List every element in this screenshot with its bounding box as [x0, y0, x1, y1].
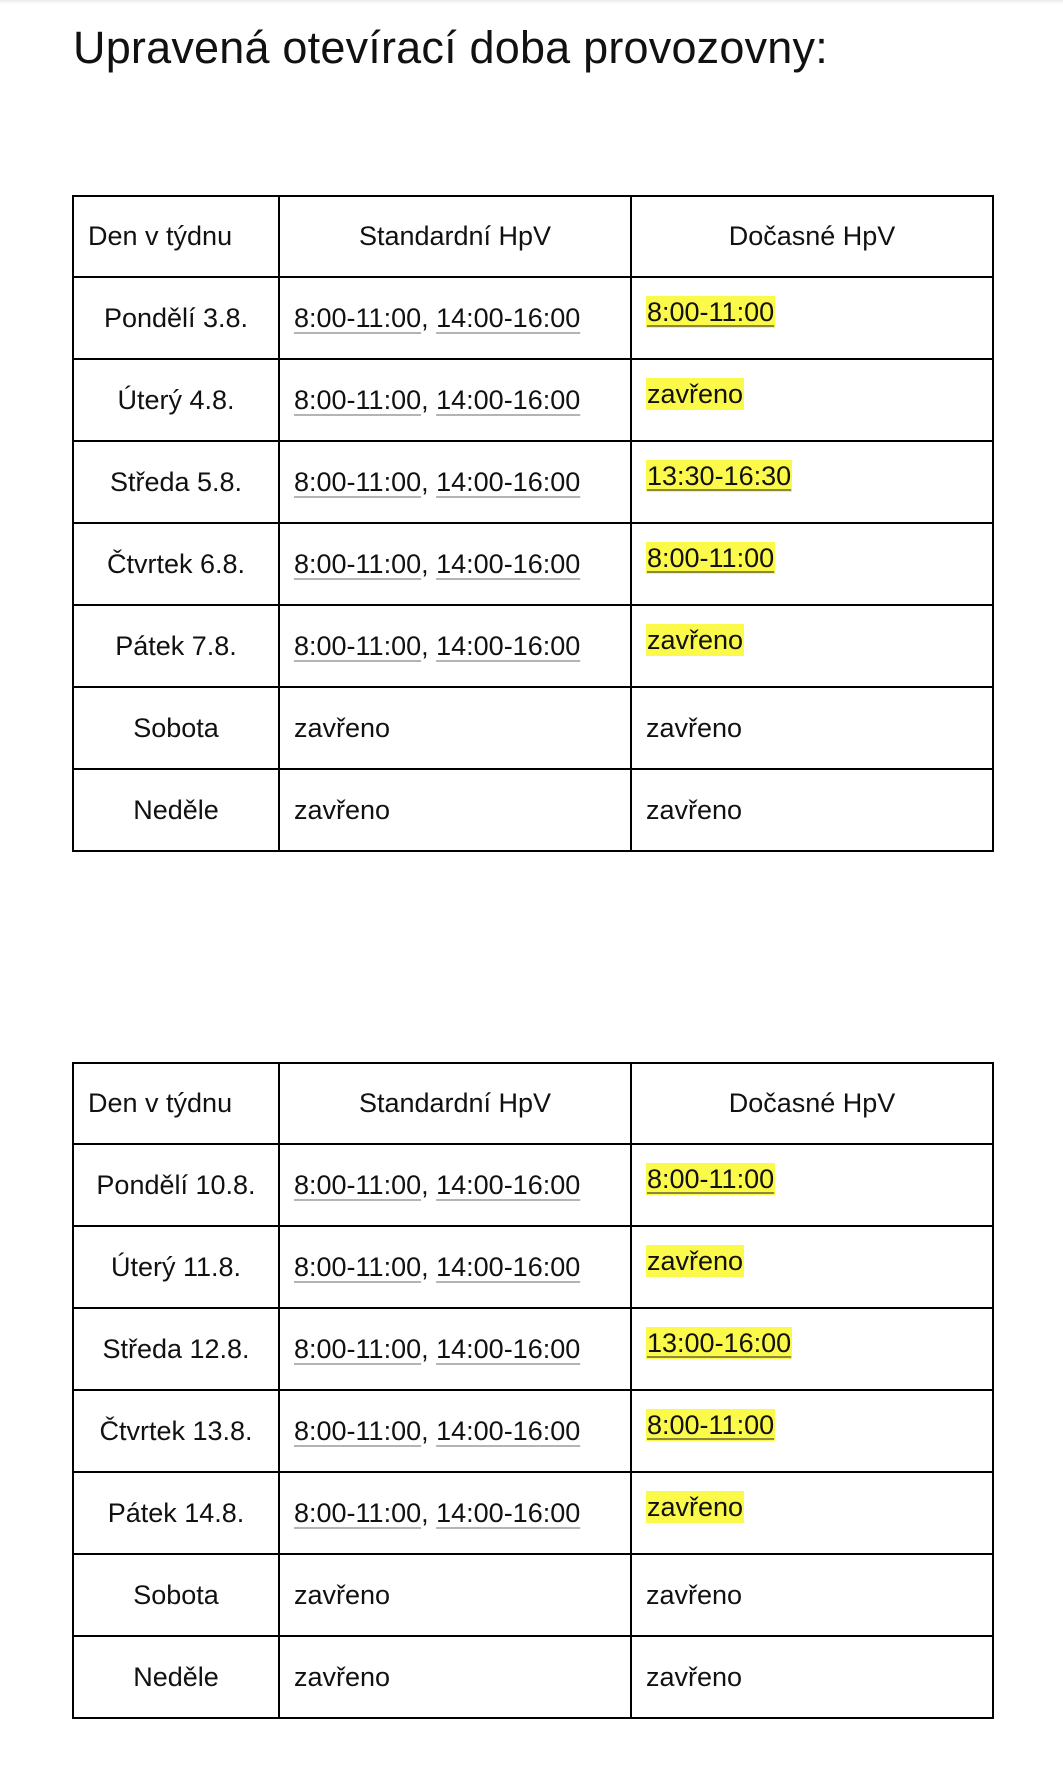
temporary-hours-cell [631, 1308, 993, 1390]
temporary-hours-text: zavřeno [646, 1661, 743, 1692]
day-cell: Pondělí 10.8. [73, 1144, 279, 1226]
highlighted-temporary-hours: zavřeno [647, 1491, 744, 1522]
highlighted-temporary-hours[interactable]: 8:00-11:00 [647, 1409, 775, 1440]
table-body [73, 1144, 993, 1718]
standard-hours-cell [279, 1144, 631, 1226]
opening-hours-table-week-1 [72, 195, 994, 852]
standard-hours-cell [279, 523, 631, 605]
table-row [73, 1554, 993, 1636]
highlighted-temporary-hours: zavřeno [647, 378, 744, 409]
temporary-hours-cell [631, 687, 993, 769]
highlighted-temporary-hours[interactable]: 8:00-11:00 [647, 1163, 775, 1194]
top-edge-shadow [0, 0, 1063, 4]
temporary-hours-cell [631, 441, 993, 523]
standard-hours-cell [279, 1308, 631, 1390]
morning-hours-link[interactable]: 8:00-11:00 [294, 466, 422, 497]
highlighted-temporary-hours[interactable]: 13:00-16:00 [647, 1327, 792, 1358]
hours-separator: , [421, 1251, 437, 1282]
day-cell: Neděle [73, 1636, 279, 1718]
standard-hours-cell [279, 359, 631, 441]
afternoon-hours-link[interactable]: 14:00-16:00 [436, 630, 581, 661]
temporary-hours-cell [631, 769, 993, 851]
temporary-hours-cell [631, 1144, 993, 1226]
standard-hours-cell [279, 1636, 631, 1718]
table-row [73, 359, 993, 441]
afternoon-hours-link[interactable]: 14:00-16:00 [436, 384, 581, 415]
standard-hours-cell [279, 1472, 631, 1554]
highlighted-temporary-hours[interactable]: 13:30-16:30 [647, 460, 792, 491]
table-row [73, 1390, 993, 1472]
highlighted-temporary-hours: zavřeno [647, 1245, 744, 1276]
table-row [73, 605, 993, 687]
temporary-hours-text: zavřeno [646, 712, 743, 743]
hours-separator: , [421, 466, 437, 497]
header-standard-hours: Standardní HpV [279, 1063, 631, 1144]
standard-hours-text: zavřeno [294, 1579, 391, 1610]
table-row [73, 1144, 993, 1226]
standard-hours-cell [279, 605, 631, 687]
standard-hours-cell [279, 1554, 631, 1636]
temporary-hours-cell [631, 523, 993, 605]
standard-hours-cell [279, 441, 631, 523]
hours-separator: , [421, 1497, 437, 1528]
table-row [73, 441, 993, 523]
table-row [73, 1472, 993, 1554]
highlighted-temporary-hours[interactable]: 8:00-11:00 [647, 542, 775, 573]
hours-separator: , [421, 384, 437, 415]
day-cell: Pátek 14.8. [73, 1472, 279, 1554]
day-cell: Úterý 11.8. [73, 1226, 279, 1308]
page-title: Upravená otevírací doba provozovny: [73, 22, 828, 73]
temporary-hours-text: zavřeno [646, 794, 743, 825]
morning-hours-link[interactable]: 8:00-11:00 [294, 630, 422, 661]
temporary-hours-text: zavřeno [646, 1579, 743, 1610]
day-cell: Středa 5.8. [73, 441, 279, 523]
day-cell: Čtvrtek 6.8. [73, 523, 279, 605]
hours-separator: , [421, 302, 437, 333]
header-day: Den v týdnu [73, 196, 279, 277]
table-row [73, 687, 993, 769]
temporary-hours-cell [631, 605, 993, 687]
afternoon-hours-link[interactable]: 14:00-16:00 [436, 548, 581, 579]
highlighted-temporary-hours[interactable]: 8:00-11:00 [647, 296, 775, 327]
standard-hours-text: zavřeno [294, 1661, 391, 1692]
table-row [73, 523, 993, 605]
hours-separator: , [421, 1169, 437, 1200]
day-cell: Pondělí 3.8. [73, 277, 279, 359]
afternoon-hours-link[interactable]: 14:00-16:00 [436, 1251, 581, 1282]
afternoon-hours-link[interactable]: 14:00-16:00 [436, 302, 581, 333]
afternoon-hours-link[interactable]: 14:00-16:00 [436, 466, 581, 497]
day-cell: Neděle [73, 769, 279, 851]
standard-hours-cell [279, 1390, 631, 1472]
header-temporary-hours: Dočasné HpV [631, 1063, 993, 1144]
afternoon-hours-link[interactable]: 14:00-16:00 [436, 1169, 581, 1200]
table-body [73, 277, 993, 851]
hours-separator: , [421, 1333, 437, 1364]
table-row [73, 1226, 993, 1308]
day-cell: Sobota [73, 687, 279, 769]
standard-hours-text: zavřeno [294, 712, 391, 743]
table-row [73, 769, 993, 851]
morning-hours-link[interactable]: 8:00-11:00 [294, 1415, 422, 1446]
table-row [73, 1308, 993, 1390]
day-cell: Úterý 4.8. [73, 359, 279, 441]
table-row [73, 1636, 993, 1718]
table-header-row [73, 1063, 993, 1144]
highlighted-temporary-hours: zavřeno [647, 624, 744, 655]
morning-hours-link[interactable]: 8:00-11:00 [294, 1333, 422, 1364]
morning-hours-link[interactable]: 8:00-11:00 [294, 302, 422, 333]
temporary-hours-cell [631, 1554, 993, 1636]
morning-hours-link[interactable]: 8:00-11:00 [294, 548, 422, 579]
header-day: Den v týdnu [73, 1063, 279, 1144]
day-cell: Středa 12.8. [73, 1308, 279, 1390]
standard-hours-cell [279, 1226, 631, 1308]
table-row [73, 277, 993, 359]
morning-hours-link[interactable]: 8:00-11:00 [294, 384, 422, 415]
header-standard-hours: Standardní HpV [279, 196, 631, 277]
temporary-hours-cell [631, 359, 993, 441]
afternoon-hours-link[interactable]: 14:00-16:00 [436, 1497, 581, 1528]
standard-hours-cell [279, 769, 631, 851]
temporary-hours-cell [631, 1636, 993, 1718]
hours-separator: , [421, 630, 437, 661]
morning-hours-link[interactable]: 8:00-11:00 [294, 1251, 422, 1282]
opening-hours-table-week-2 [72, 1062, 994, 1719]
hours-separator: , [421, 1415, 437, 1446]
hours-separator: , [421, 548, 437, 579]
standard-hours-text: zavřeno [294, 794, 391, 825]
temporary-hours-cell [631, 1226, 993, 1308]
afternoon-hours-link[interactable]: 14:00-16:00 [436, 1333, 581, 1364]
table-header-row [73, 196, 993, 277]
header-temporary-hours: Dočasné HpV [631, 196, 993, 277]
afternoon-hours-link[interactable]: 14:00-16:00 [436, 1415, 581, 1446]
day-cell: Sobota [73, 1554, 279, 1636]
standard-hours-cell [279, 687, 631, 769]
standard-hours-cell [279, 277, 631, 359]
day-cell: Pátek 7.8. [73, 605, 279, 687]
day-cell: Čtvrtek 13.8. [73, 1390, 279, 1472]
temporary-hours-cell [631, 1390, 993, 1472]
temporary-hours-cell [631, 277, 993, 359]
temporary-hours-cell [631, 1472, 993, 1554]
morning-hours-link[interactable]: 8:00-11:00 [294, 1169, 422, 1200]
morning-hours-link[interactable]: 8:00-11:00 [294, 1497, 422, 1528]
